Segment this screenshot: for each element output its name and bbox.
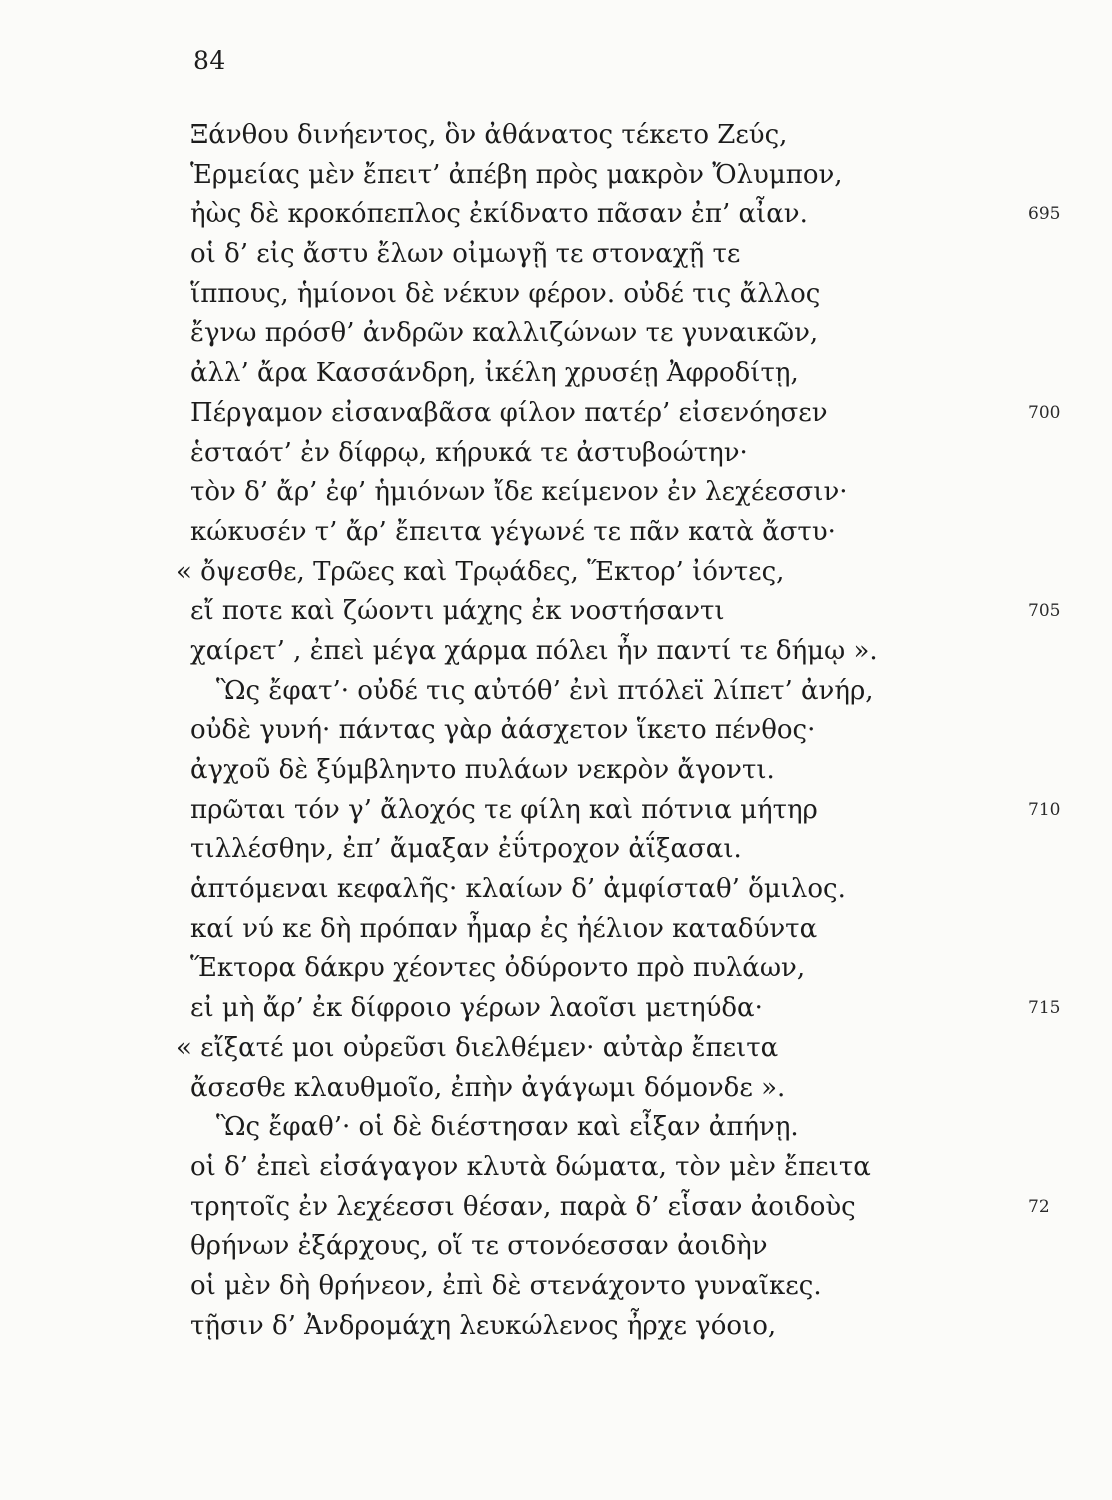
verse-line bbox=[190, 751, 1050, 791]
verse-text: οἱ δ’ εἰς ἄστυ ἔλων οἰμωγῇ τε στοναχῇ τε bbox=[190, 239, 741, 270]
verse-text: καί νύ κε δὴ πρόπαν ἦμαρ ἐς ἠέλιον καταδύντα bbox=[190, 913, 818, 944]
verse-text: Ὣς ἔφατ’· οὐδέ τις αὐτόθ’ ἐνὶ πτόλεϊ λίπετ’ ἀνήρ, bbox=[216, 675, 874, 706]
verse-line bbox=[176, 1029, 1050, 1069]
verse-text: εἴ ποτε καὶ ζώοντι μάχης ἐκ νοστήσαντι bbox=[190, 596, 725, 627]
verse-line bbox=[190, 354, 1050, 394]
verse-line bbox=[190, 1188, 1050, 1228]
verse-text: Ἑρμείας μὲν ἔπειτ’ ἀπέβη πρὸς μακρὸν Ὄλυμπον, bbox=[190, 159, 843, 190]
line-number: 72 bbox=[1028, 1196, 1050, 1217]
verse-text: τιλλέσθην, ἐπ’ ἄμαξαν ἐΰτροχον ἀΐξασαι. bbox=[190, 834, 742, 865]
greek-verse-text bbox=[176, 116, 1061, 1346]
page-number: 84 bbox=[193, 46, 226, 75]
line-number: 705 bbox=[1028, 601, 1061, 622]
verse-text: Ξάνθου δινήεντος, ὃν ἀθάνατος τέκετο Ζεύς, bbox=[190, 120, 788, 150]
verse-line bbox=[190, 473, 1050, 513]
verse-line bbox=[190, 235, 1050, 275]
verse-line bbox=[190, 949, 1050, 989]
verse-text: ἄσεσθε κλαυθμοῖο, ἐπὴν ἀγάγωμι δόμονδε ». bbox=[190, 1072, 786, 1103]
verse-line bbox=[190, 275, 1050, 315]
verse-text: κώκυσέν τ’ ἄρ’ ἔπειτα γέγωνέ τε πᾶν κατὰ ἄστυ· bbox=[190, 516, 836, 547]
verse-text: χαίρετ’ , ἐπεὶ μέγα χάρμα πόλει ἦν παντί τε δήμῳ ». bbox=[190, 635, 878, 666]
verse-line bbox=[190, 513, 1050, 553]
verse-line bbox=[190, 632, 1050, 672]
verse-line bbox=[190, 910, 1050, 950]
verse-line bbox=[190, 1108, 1050, 1148]
verse-text: τρητοῖς ἐν λεχέεσσι θέσαν, παρὰ δ’ εἷσαν ἀοιδοὺς bbox=[190, 1191, 856, 1222]
verse-text: οὐδὲ γυνή· πάντας γὰρ ἀάσχετον ἵκετο πένθος· bbox=[190, 715, 816, 746]
verse-line bbox=[190, 711, 1050, 751]
verse-line bbox=[190, 1267, 1050, 1307]
verse-line bbox=[190, 989, 1061, 1029]
verse-text: ἔγνω πρόσθ’ ἀνδρῶν καλλιζώνων τε γυναικῶν, bbox=[190, 318, 819, 349]
verse-text: πρῶται τόν γ’ ἄλοχός τε φίλη καὶ πότνια μήτηρ bbox=[190, 794, 818, 825]
verse-text: τῇσιν δ’ Ἀνδρομάχη λευκώλενος ἦρχε γόοιο, bbox=[190, 1310, 777, 1341]
verse-line bbox=[190, 870, 1050, 910]
verse-line bbox=[190, 592, 1061, 632]
verse-line bbox=[190, 1069, 1050, 1109]
verse-text: ἠὼς δὲ κροκόπεπλος ἐκίδνατο πᾶσαν ἐπ’ αἶαν. bbox=[190, 199, 808, 230]
verse-line bbox=[190, 1307, 1050, 1347]
verse-text: Ἕκτορα δάκρυ χέοντες ὀδύροντο πρὸ πυλάων, bbox=[190, 953, 806, 984]
verse-line bbox=[190, 672, 1050, 712]
verse-text: ἀγχοῦ δὲ ξύμβληντο πυλάων νεκρὸν ἄγοντι. bbox=[190, 755, 775, 785]
verse-text: ἁπτόμεναι κεφαλῆς· κλαίων δ’ ἀμφίσταθ’ ὅμιλος. bbox=[190, 874, 846, 905]
verse-line bbox=[190, 394, 1061, 434]
verse-line bbox=[190, 156, 1050, 196]
line-number: 710 bbox=[1028, 799, 1061, 820]
verse-text: ἑσταότ’ ἐν δίφρῳ, κήρυκά τε ἀστυβοώτην· bbox=[190, 437, 748, 468]
verse-text: ἀλλ’ ἄρα Κασσάνδρη, ἰκέλη χρυσέῃ Ἀφροδίτῃ, bbox=[190, 358, 799, 389]
verse-line bbox=[176, 553, 1050, 593]
verse-line bbox=[190, 195, 1061, 235]
verse-line bbox=[190, 314, 1050, 354]
verse-text: ἵππους, ἡμίονοι δὲ νέκυν φέρον. οὐδέ τις ἄλλος bbox=[190, 278, 821, 309]
verse-text: εἰ μὴ ἄρ’ ἐκ δίφροιο γέρων λαοῖσι μετηύδα· bbox=[190, 993, 763, 1024]
verse-line bbox=[190, 791, 1061, 831]
verse-line bbox=[190, 116, 1050, 156]
verse-text: « εἴξατέ μοι οὐρεῦσι διελθέμεν· αὐτὰρ ἔπειτα bbox=[176, 1032, 779, 1063]
verse-line bbox=[190, 830, 1050, 870]
verse-text: Ὣς ἔφαθ’· οἱ δὲ διέστησαν καὶ εἶξαν ἀπήνῃ. bbox=[216, 1112, 799, 1143]
verse-text: τὸν δ’ ἄρ’ ἐφ’ ἡμιόνων ἴδε κείμενον ἐν λεχέεσσιν· bbox=[190, 477, 848, 508]
verse-text: οἱ δ’ ἐπεὶ εἰσάγαγον κλυτὰ δώματα, τὸν μὲν ἔπειτα bbox=[190, 1151, 871, 1182]
verse-line bbox=[190, 1148, 1050, 1188]
verse-text: Πέργαμον εἰσαναβᾶσα φίλον πατέρ’ εἰσενόησεν bbox=[190, 397, 828, 428]
verse-text: θρήνων ἐξάρχους, οἵ τε στονόεσσαν ἀοιδὴν bbox=[190, 1231, 768, 1262]
verse-line bbox=[190, 434, 1050, 474]
line-number: 695 bbox=[1028, 204, 1061, 225]
line-number: 700 bbox=[1028, 402, 1061, 423]
line-number: 715 bbox=[1028, 998, 1061, 1019]
verse-text: οἱ μὲν δὴ θρήνεον, ἐπὶ δὲ στενάχοντο γυναῖκες. bbox=[190, 1270, 822, 1301]
verse-text: « ὄψεσθε, Τρῶες καὶ Τρῳάδες, Ἕκτορ’ ἰόντες, bbox=[176, 556, 785, 587]
verse-line bbox=[190, 1227, 1050, 1267]
